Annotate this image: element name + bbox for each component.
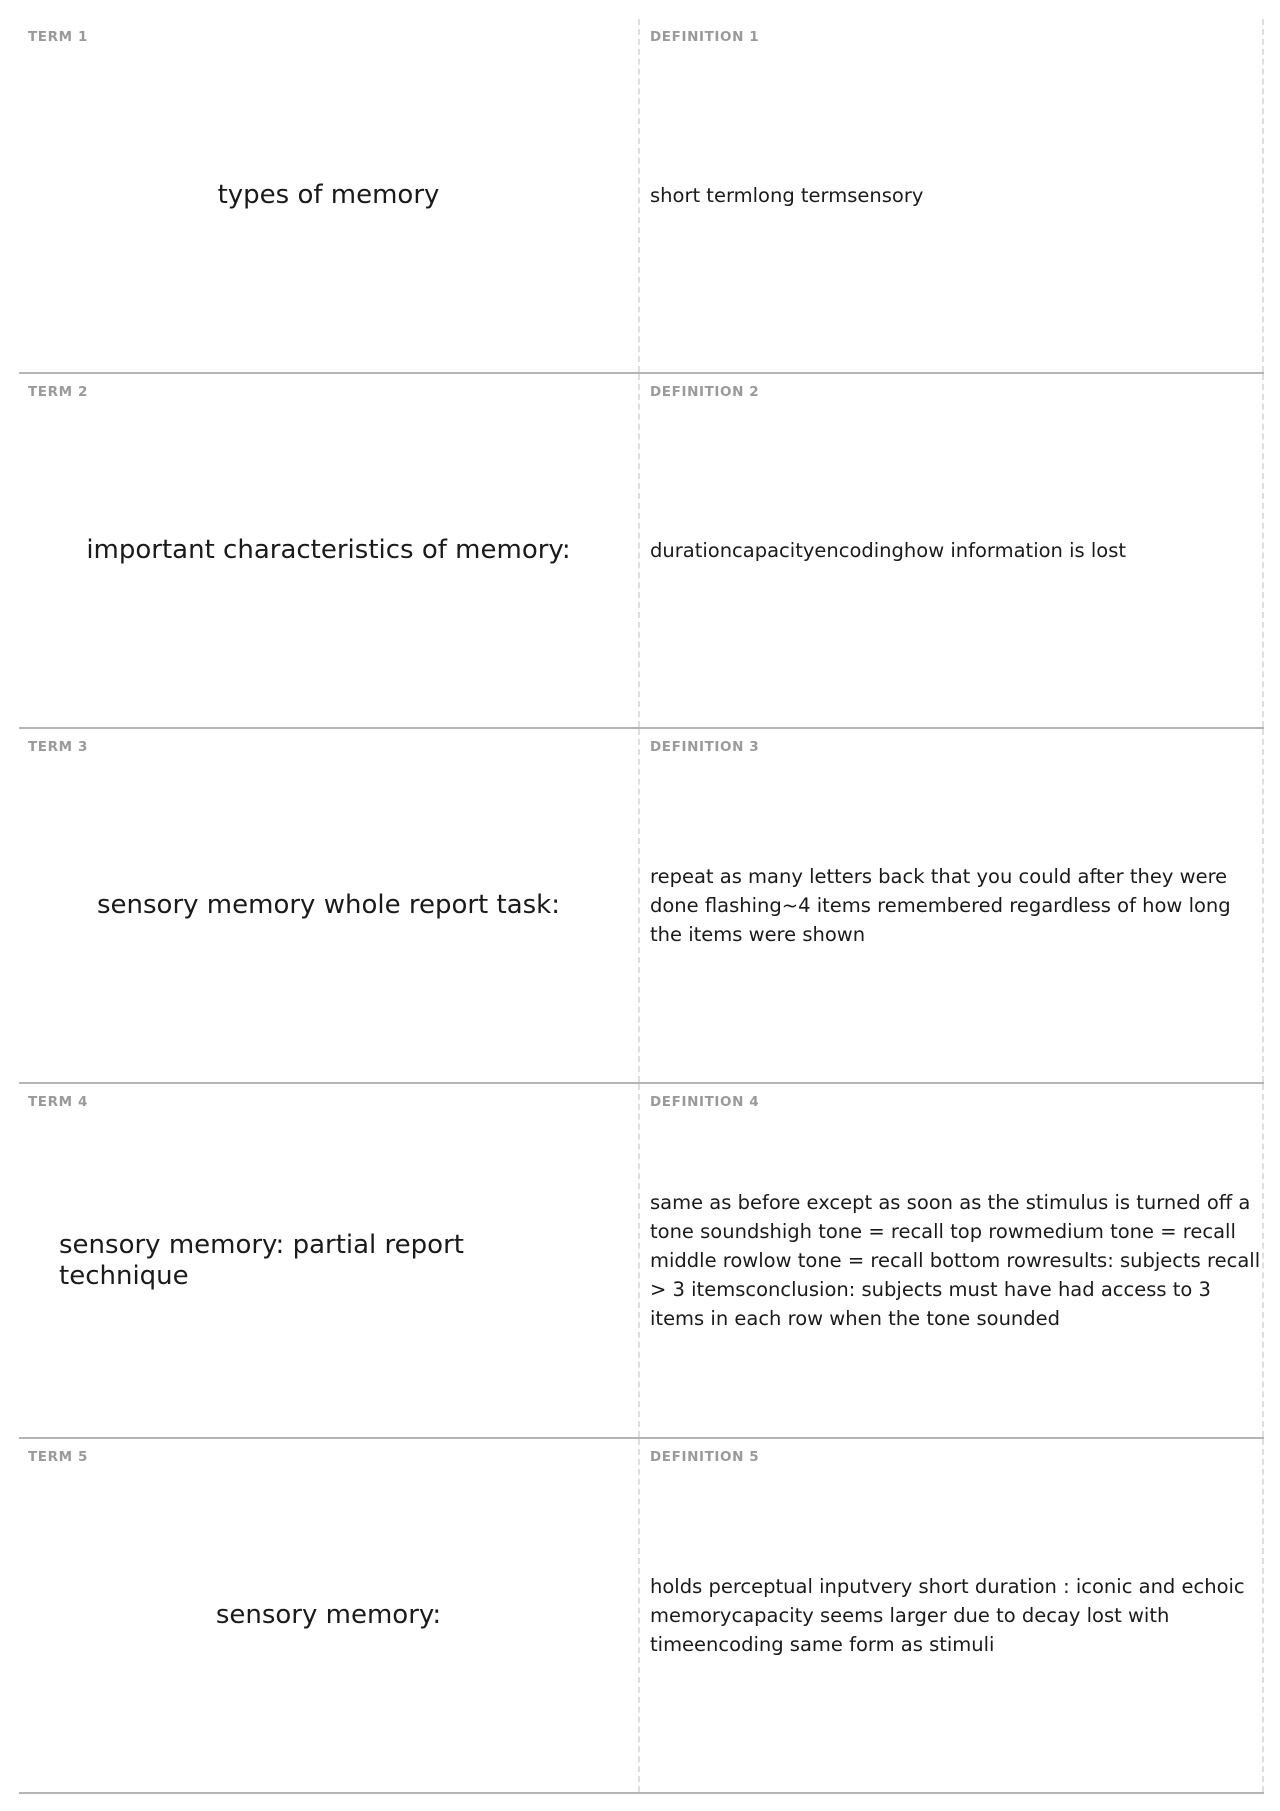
card-row-3 [19,729,1264,1084]
card-row-1 [19,19,1264,374]
term-label: TERM 1 [28,29,88,45]
term-text: important characteristics of memory: [86,535,571,565]
term-text: sensory memory whole report task: [96,890,560,920]
card-row-4 [19,1084,1264,1439]
definition-text: short termlong termsensory [650,184,924,207]
term-label: TERM 4 [28,1094,88,1110]
term-label: TERM 3 [28,739,88,755]
definition-cell [640,1439,1264,1792]
definition-cell [640,1084,1264,1437]
definition-label: DEFINITION 3 [650,739,760,755]
card-row-5 [19,1439,1264,1794]
definition-label: DEFINITION 1 [650,29,760,45]
definition-text-container [650,374,1262,727]
definition-text: holds perceptual inputvery short duration : iconic and echoic memorycapacity seems larger due to decay lost with timeencoding same form as stimuli [650,1575,1245,1656]
definition-cell [640,19,1264,372]
term-text: sensory memory: [215,1600,442,1630]
definition-cell [640,729,1264,1082]
definition-text-container [650,1084,1262,1437]
term-cell [19,1439,640,1792]
definition-text: same as before except as soon as the stimulus is turned off a tone soundshigh tone = recall top rowmedium tone = recall middle rowlow tone = recall bottom rowresults: subjects recall > 3 itemsconclusion: subjects must have had access to 3 items in each row when the tone sounded [650,1191,1261,1330]
definition-text-container [650,19,1262,372]
definition-text-container [650,729,1262,1082]
definition-cell [640,374,1264,727]
term-cell [19,729,640,1082]
term-label: TERM 2 [28,384,88,400]
term-text: sensory memory: partial report technique [59,1229,464,1291]
card-row-2 [19,374,1264,729]
term-text: types of memory [217,180,440,210]
definition-label: DEFINITION 4 [650,1094,760,1110]
definition-text-container [650,1439,1262,1792]
term-cell [19,19,640,372]
definition-text: repeat as many letters back that you could after they were done flashing~4 items remembered regardless of how long the items were shown [650,865,1231,946]
flashcard-sheet [19,19,1264,1794]
term-label: TERM 5 [28,1449,88,1465]
definition-label: DEFINITION 2 [650,384,760,400]
term-cell [19,1084,640,1437]
term-cell [19,374,640,727]
definition-text: durationcapacityencodinghow information is lost [650,539,1127,562]
definition-label: DEFINITION 5 [650,1449,760,1465]
